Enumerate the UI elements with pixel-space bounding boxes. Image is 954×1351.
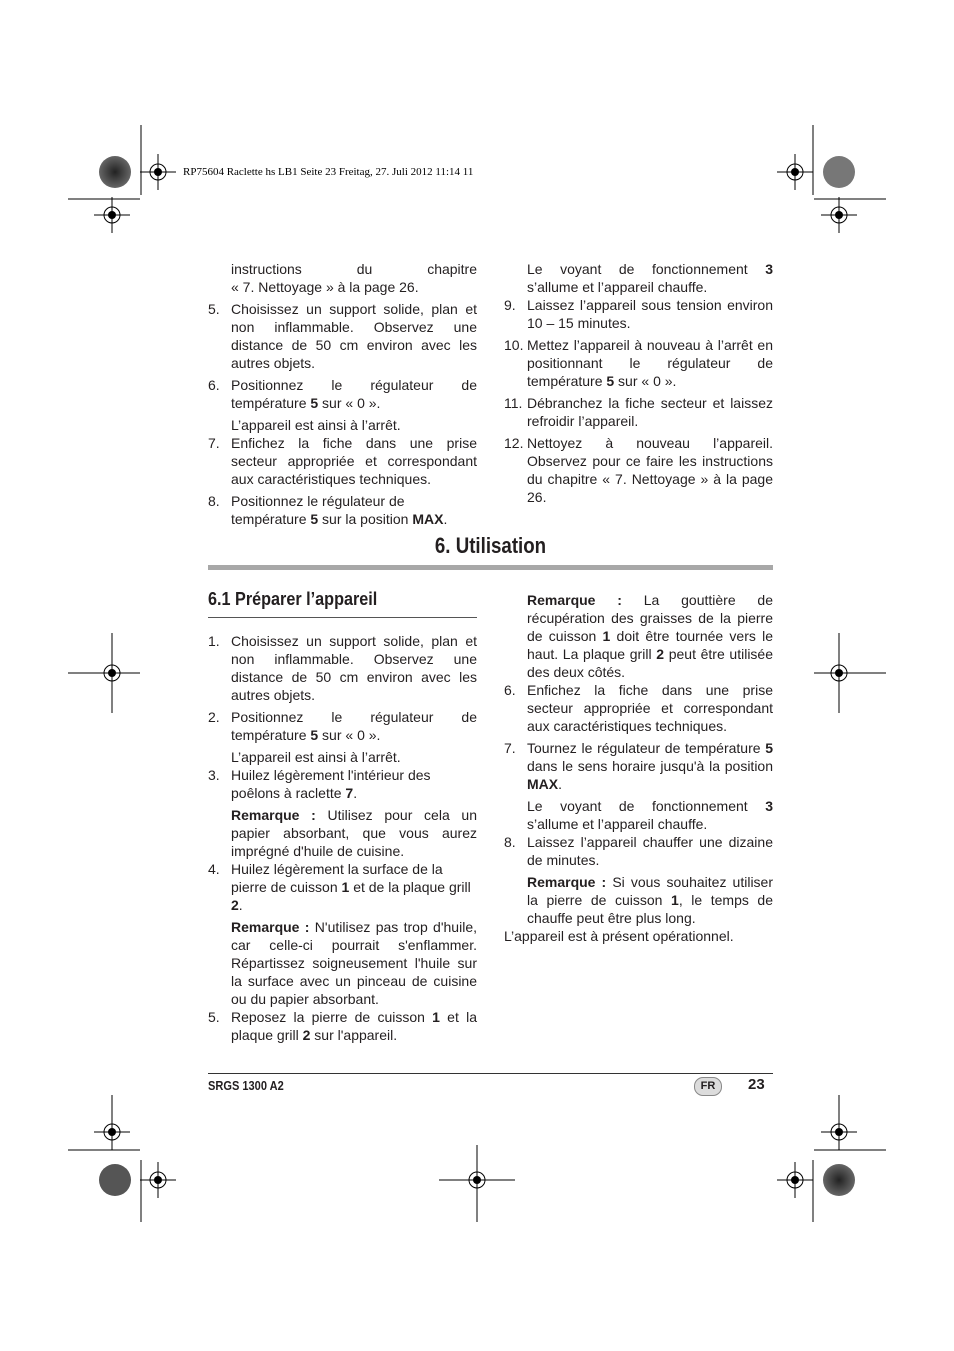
column-top-left [208, 260, 477, 532]
title-divider [208, 565, 773, 570]
note-text: Le voyant de fonctionnement 3 s’allume et l’appareil chauffe. [527, 798, 773, 832]
list-item: 8. Positionnez le régulateur de température 5 sur la position MAX. [208, 493, 448, 527]
note-text: L’appareil est ainsi à l’arrêt. [231, 749, 401, 765]
list-item: 11. Débranchez la fiche secteur et laissez refroidir l’appareil. [504, 395, 773, 429]
list-item: 4. Huilez légèrement la surface de la pierre de cuisson 1 et de la plaque grill 2. [208, 861, 471, 913]
section-title: 6. Utilisation [434, 533, 547, 558]
list-item: 10. Mettez l’appareil à nouveau à l’arrêt en positionnant le régulateur de température 5 sur « 0 ». [504, 337, 773, 389]
note-text: L’appareil est ainsi à l’arrêt. [231, 417, 401, 433]
list-item: 7. Enfichez la fiche dans une prise secteur appropriée et correspondant aux caractéristiques techniques. [208, 435, 477, 487]
list-item: 3. Huilez légèrement l'intérieur des poêlons à raclette 7. [208, 767, 431, 801]
footer-rule [208, 1073, 773, 1074]
color-wheel-icon [823, 1164, 855, 1196]
list-item: 5. Reposez la pierre de cuisson 1 et la plaque grill 2 sur l'appareil. [208, 1009, 477, 1043]
list-item: 8. Laissez l’appareil chauffer une dizaine de minutes. [504, 834, 773, 868]
list-item: 5. Choisissez un support solide, plan et non inflammable. Observez une distance de 50 cm environ avec les autres objets. [208, 301, 477, 371]
column-top-right [504, 260, 773, 510]
continued-text: instructions du chapitre « 7. Nettoyage » à la page 26. [231, 261, 477, 295]
list-item: 7. Tournez le régulateur de température 5 dans le sens horaire jusqu'à la position MAX. [504, 740, 773, 792]
list-item: 9. Laissez l’appareil sous tension environ 10 – 15 minutes. [504, 297, 773, 331]
column-bottom-right [504, 591, 773, 945]
remark-text: Remarque : Utilisez pour cela un papier absorbant, que vous aurez imprégné d'huile de cuisine. [231, 807, 477, 859]
color-wheel-icon [99, 1164, 131, 1196]
remark-text: Remarque : La gouttière de récupération des graisses de la pierre de cuisson 1 doit être tournée vers le haut. La plaque grill 2 peut être utilisée des deux côtés. [527, 592, 774, 680]
list-item: 2. Positionnez le régulateur de température 5 sur « 0 ». [208, 709, 477, 743]
list-item: 1. Choisissez un support solide, plan et non inflammable. Observez une distance de 50 cm environ avec les autres objets. [208, 633, 477, 703]
page-number: 23 [748, 1076, 765, 1093]
list-item: 6. Positionnez le régulateur de température 5 sur « 0 ». [208, 377, 477, 411]
note-text: Le voyant de fonctionnement 3 s’allume et l’appareil chauffe. [527, 261, 773, 295]
list-item: 12. Nettoyez à nouveau l’appareil. Observez pour ce faire les instructions du chapitre « 7. Nettoyage » à la page 26. [504, 435, 773, 505]
color-wheel-icon [99, 156, 131, 188]
remark-text: Remarque : N'utilisez pas trop d'huile, car celle-ci pourrait s'enflammer. Répartissez soigneusement l'huile sur la surface avec un pinceau de cuisine ou du papier absorbant. [231, 919, 477, 1007]
closing-text: L’appareil est à présent opérationnel. [504, 928, 734, 944]
remark-text: Remarque : Si vous souhaitez utiliser la pierre de cuisson 1, le temps de chauffe peut être plus long. [527, 874, 773, 926]
subsection-title: 6.1 Préparer l’appareil [208, 589, 378, 609]
list-item: 6. Enfichez la fiche dans une prise secteur appropriée et correspondant aux caractéristiques techniques. [504, 682, 773, 734]
print-slug: RP75604 Raclette hs LB1 Seite 23 Freitag, 27. Juli 2012 11:14 11 [183, 166, 474, 178]
column-bottom-left [208, 632, 477, 1048]
subsection-divider [208, 617, 477, 618]
color-wheel-icon [823, 156, 855, 188]
language-badge: FR [694, 1077, 722, 1096]
model-number: SRGS 1300 A2 [208, 1078, 284, 1093]
